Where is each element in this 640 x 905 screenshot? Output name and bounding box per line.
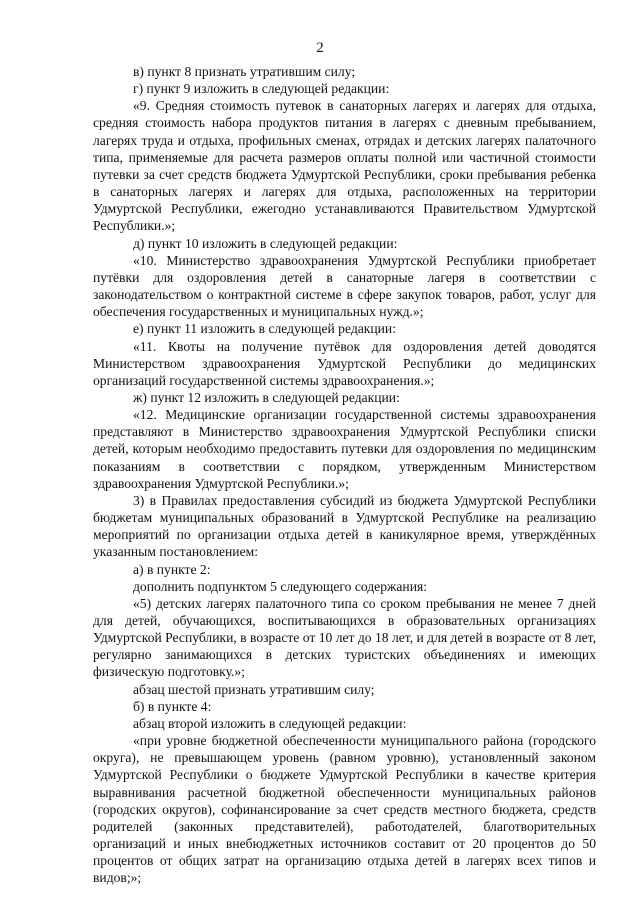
page-number: 2 <box>316 40 324 56</box>
paragraph: д) пункт 10 изложить в следующей редакции: <box>133 235 398 251</box>
paragraph: е) пункт 11 изложить в следующей редакции: <box>133 321 396 337</box>
paragraph: дополнить подпунктом 5 следующего содержания: <box>133 578 428 594</box>
paragraph: абзац второй изложить в следующей редакции: <box>133 715 407 731</box>
paragraph: а) в пункте 2: <box>133 561 211 577</box>
paragraph: б) в пункте 4: <box>133 698 212 714</box>
paragraph: 3) в Правилах предоставления субсидий из бюджета Удмуртской Республики бюджетам муниципальных образований в Удмуртской Республике на реализацию мероприятий по организации отдыха детей в каникулярное время, утверждённых указанным постановлением: <box>93 492 596 560</box>
document-text <box>93 63 596 887</box>
paragraph: «10. Министерство здравоохранения Удмуртской Республики приобретает путёвки для оздоровления детей в санаторные лагеря в соответствии с законодательством о контрактной системе в сфере закупок товаров, работ, услуг для обеспечения государственных и муниципальных нужд.»; <box>93 252 596 320</box>
paragraph: «12. Медицинские организации государственной системы здравоохранения представляют в Министерство здравоохранения Удмуртской Республики списки детей, которым необходимо предоставить путевки для оздоровления по медицинским показаниям в соответствии с порядком, утвержденным Министерством здравоохранения Удмуртской Республики.»; <box>93 407 596 491</box>
paragraph: «11. Квоты на получение путёвок для оздоровления детей доводятся Министерством здравоохранения Удмуртской Республики до медицинских организаций государственной системы здравоохранения.»; <box>93 338 596 388</box>
paragraph: ж) пункт 12 изложить в следующей редакции: <box>133 389 400 405</box>
paragraph: абзац шестой признать утратившим силу; <box>133 681 375 697</box>
paragraph: в) пункт 8 признать утратившим силу; <box>133 64 356 79</box>
paragraph: «9. Средняя стоимость путевок в санаторных лагерях и лагерях для отдыха, средняя стоимость набора продуктов питания в лагерях с дневным пребыванием, лагерях труда и отдыха, профильных сменах, отрядах и детских лагерях палаточного типа, применяемые для расчета размеров оплаты полной или частичной стоимости путевки за счет средств бюджета Удмуртской Республики, сроки пребывания ребенка в санаторных лагерях и лагерях для отдыха, расположенных на территории Удмуртской Республики, ежегодно устанавливаются Правительством Удмуртской Республики.»; <box>93 98 596 234</box>
paragraph: «5) детских лагерях палаточного типа со сроком пребывания не менее 7 дней для детей, обучающихся, воспитывающихся в образовательных организациях Удмуртской Республики, в возрасте от 10 лет до 18 лет, и для детей в возрасте от 8 лет, регулярно занимающихся в детских туристских объединениях и имеющих физическую подготовку.»; <box>93 595 596 680</box>
paragraph: «при уровне бюджетной обеспеченности муниципального района (городского округа), не превышающем уровень (равном уровню), установленный законом Удмуртской Республики о бюджете Удмуртской Республики в качестве критерия выравнивания расчетной бюджетной обеспеченности муниципальных районов (городских округов), софинансирование за счет средств местного бюджета, средств родителей (законных представителей), работодателей, благотворительных организаций и иных внебюджетных источников составит от 20 процентов до 50 процентов от общих затрат на организацию отдыха детей в лагерях всех типов и видов;»; <box>93 733 596 886</box>
paragraph: г) пункт 9 изложить в следующей редакции: <box>133 81 390 97</box>
